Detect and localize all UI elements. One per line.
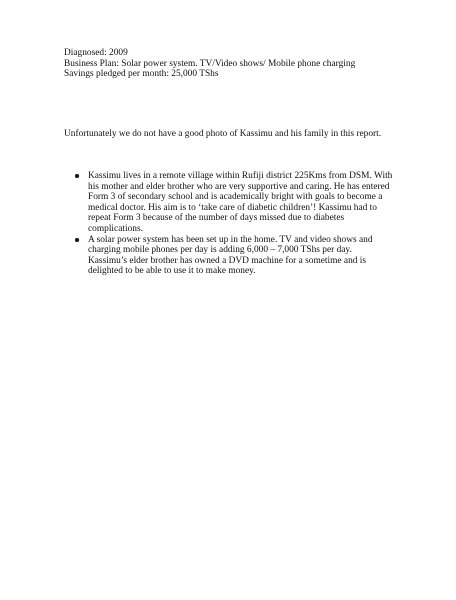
bullet-dot-icon — [75, 238, 79, 242]
bullet-text-line: repeat Form 3 because of the number of days missed due to diabetes — [88, 213, 345, 224]
bullet-item-background — [75, 171, 395, 235]
bullet-text-line: Kassimu lives in a remote village within Rufiji district 225Kms from DSM. With — [88, 171, 393, 181]
bullet-text-line: Form 3 of secondary school and is academically bright with goals to become a — [88, 192, 383, 203]
profile-header — [64, 48, 424, 80]
bullet-text-line: delighted to be able to use it to make money. — [88, 266, 256, 277]
bullet-dot-icon — [75, 174, 79, 178]
bullet-list — [75, 171, 395, 277]
bullet-text-line: charging mobile phones per day is adding 6,000 – 7,000 TShs per day. — [88, 245, 352, 256]
savings-line: Savings pledged per month: 25,000 TShs — [64, 69, 219, 80]
bullet-item-solar-system — [75, 235, 395, 277]
bullet-text-line: Kassimu’s elder brother has owned a DVD machine for a sometime and is — [88, 255, 367, 266]
bullet-text-line: A solar power system has been set up in the home. TV and video shows and — [88, 234, 373, 245]
bullet-text-line: medical doctor. His aim is to ‘take care of diabetic children’! Kassimu had to — [88, 202, 377, 213]
diagnosed-line: Diagnosed: 2009 — [64, 48, 128, 58]
bullet-text-line: complications. — [88, 223, 143, 234]
intro-paragraph: Unfortunately we do not have a good photo of Kassimu and his family in this report. — [64, 129, 382, 139]
bullet-text-line: his mother and elder brother who are very supportive and caring. He has entered — [88, 181, 390, 192]
business-plan-line: Business Plan: Solar power system. TV/Video shows/ Mobile phone charging — [64, 58, 356, 69]
